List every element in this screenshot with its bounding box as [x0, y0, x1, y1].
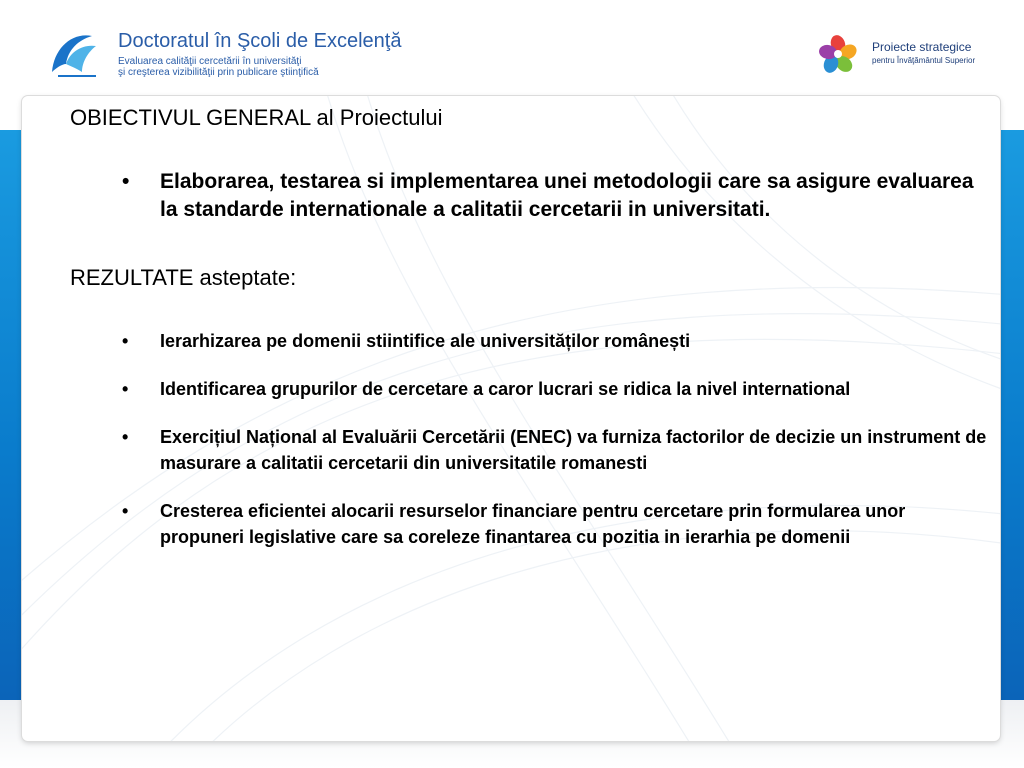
left-logo-title: Doctoratul în Şcoli de Excelenţă	[118, 30, 402, 52]
list-item-text: Cresterea eficientei alocarii resurselor financiare pentru cercetare prin formularea unor propuneri legislative care sa coreleze finantarea cu pozitia in ierarhia pe domenii	[160, 501, 906, 547]
objective-list	[70, 168, 990, 224]
bullet: •	[122, 331, 129, 351]
bullet: •	[122, 170, 130, 193]
section-title-results: REZULTATE asteptate:	[70, 265, 297, 290]
section-title-objective: OBIECTIVUL GENERAL al Proiectului	[70, 105, 443, 130]
list-item-text: Exercițiul Național al Evaluării Cercetării (ENEC) va furniza factorilor de decizie un instrument de masurare a calitatii cercetarii din universitatile romanesti	[160, 427, 987, 473]
right-logo-subtitle: pentru Învăţământul Superior	[872, 56, 976, 65]
spacer	[70, 476, 990, 498]
list-item	[70, 168, 990, 224]
slide-header	[0, 0, 1024, 100]
spacer	[70, 402, 990, 424]
proiecte-strategice-logo	[818, 34, 1008, 76]
spacer	[70, 354, 990, 376]
right-logo-title: Proiecte strategice	[872, 40, 972, 54]
doctoratul-logo	[48, 28, 468, 84]
list-item	[70, 424, 990, 476]
spacer	[70, 224, 990, 264]
list-item-text: Elaborarea, testarea si implementarea unei metodologii care sa asigure evaluarea la standarde internationale a calitatii cercetarii in universitati.	[160, 170, 974, 221]
list-item	[70, 328, 990, 354]
bullet: •	[122, 379, 129, 399]
bullet: •	[122, 427, 129, 447]
spacer	[70, 132, 990, 168]
left-logo-line1: Evaluarea calităţii cercetării în universităţi	[118, 56, 302, 67]
results-list	[70, 328, 990, 550]
left-logo-line2: şi creşterea vizibilităţii prin publicare ştiinţifică	[118, 67, 319, 78]
spacer	[70, 292, 990, 328]
list-item	[70, 376, 990, 402]
flower-logo-icon	[818, 34, 858, 74]
slide-content-card	[22, 96, 1000, 741]
list-item-text: Ierarhizarea pe domenii stiintifice ale universităților românești	[160, 331, 691, 351]
list-item-text: Identificarea grupurilor de cercetare a caror lucrari se ridica la nivel international	[160, 379, 851, 399]
wave-logo-icon	[48, 28, 104, 84]
slide-body	[70, 104, 990, 550]
bullet: •	[122, 501, 129, 521]
list-item	[70, 498, 990, 550]
